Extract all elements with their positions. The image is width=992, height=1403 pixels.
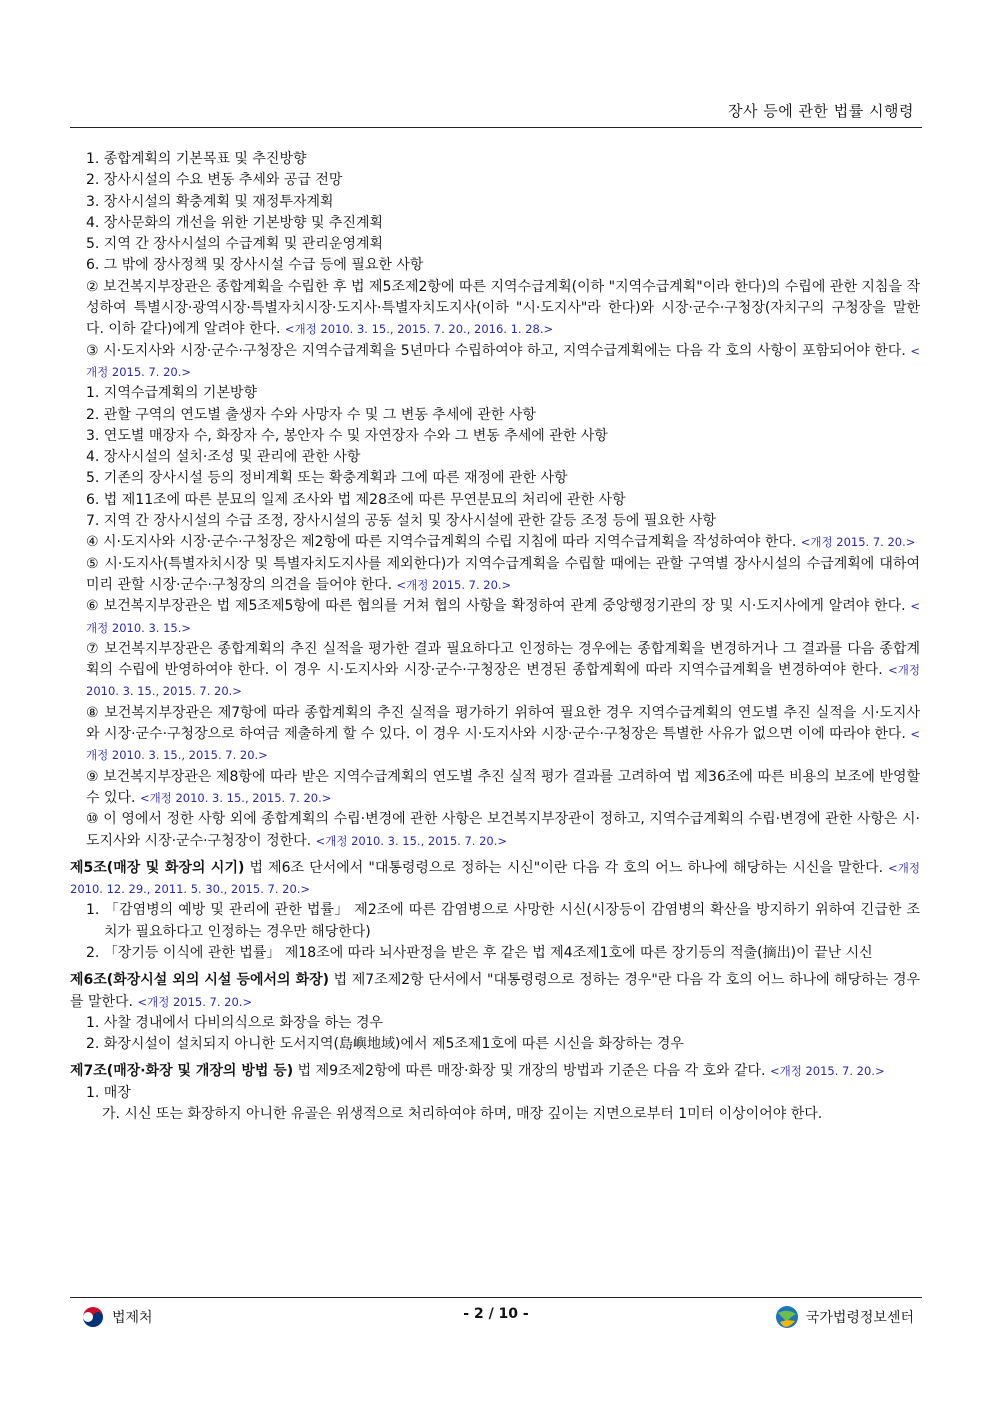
footer-source: [774, 1304, 914, 1330]
list-item: 4. 장사시설의 설치·조성 및 관리에 관한 사항: [86, 449, 361, 466]
source-name: 국가법령정보센터: [805, 1310, 914, 1326]
article-5: [70, 858, 920, 901]
list-item: 3. 장사시설의 확충계획 및 재정투자계획: [86, 193, 334, 210]
paragraph-text: ⑥ 보건복지부장관은 법 제5조제5항에 따른 협의를 거쳐 협의 사항을 확정하여 관계 중앙행정기관의 장 및 시·도지사에게 알려야 한다.: [86, 598, 906, 615]
list-item: 1. 지역수급계획의 기본방향: [86, 385, 258, 402]
paragraph-text: ⑦ 보건복지부장관은 종합계획의 추진 실적을 평가한 결과 필요하다고 인정하는 경우에는 종합계획을 변경하거나 그 결과를 다음 종합계획의 수립에 반영하여야 한다. 이 경우 시·도지사와 시장·군수·구청장은 변경된 종합계획에 따라 지역수급계획을 변경하여야 한다.: [86, 640, 920, 679]
paragraph: [70, 277, 920, 341]
paragraph-text: ⑧ 보건복지부장관은 제7항에 따라 종합계획의 추진 실적을 평가하기 위하여 필요한 경우 지역수급계획의 연도별 추진 실적을 시·도지사와 시장·군수·구청장으로 하여금 제출하게 할 수 있다. 이 경우 시·도지사와 시장·군수·구청장은 특별한 사유가 없으면 이에 따라야 한다.: [86, 704, 920, 743]
list-item: 6. 그 밖에 장사정책 및 장사시설 수급 등에 필요한 사항: [86, 257, 424, 274]
page-number: - 2 / 10 -: [463, 1306, 529, 1322]
amendment-note: <개정 2010. 3. 15., 2015. 7. 20.>: [86, 727, 920, 763]
article-6: [70, 970, 920, 1013]
article-text: 법 제9조제2항에 따른 매장·화장 및 개장의 방법과 기준은 다음 각 호와 같다.: [297, 1063, 766, 1080]
publisher-name: 법제처: [112, 1310, 153, 1326]
paragraph: [70, 809, 920, 852]
article-7: [70, 1061, 920, 1082]
list-item: 7. 지역 간 장사시설의 수급 조정, 장사시설의 공동 설치 및 장사시설에 관한 갈등 조정 등에 필요한 사항: [86, 513, 716, 530]
paragraph-text: ⑨ 보건복지부장관은 제8항에 따라 받은 지역수급계획의 연도별 추진 실적 평가 결과를 고려하여 법 제36조에 따른 비용의 보조에 반영할 수 있다.: [86, 768, 920, 806]
article-title: 제5조(매장 및 화장의 시기): [70, 859, 245, 876]
paragraph: [70, 767, 920, 810]
amendment-note: <개정 2010. 3. 15., 2015. 7. 20., 2016. 1. 28.>: [284, 322, 554, 337]
list-item: 2. 관할 구역의 연도별 출생자 수와 사망자 수 및 그 변동 추세에 관한 사항: [86, 406, 536, 423]
list-item: 1. 종합계획의 기본목표 및 추진방향: [86, 151, 307, 167]
paragraph: [70, 596, 920, 639]
list-subitem: 가. 시신 또는 화장하지 아니한 유골은 위생적으로 처리하여야 하며, 매장 깊이는 지면으로부터 1미터 이상이어야 한다.: [102, 1106, 823, 1123]
article-title: 제7조(매장·화장 및 개장의 방법 등): [70, 1063, 294, 1080]
header-title: 장사 등에 관한 법률 시행령: [728, 102, 914, 120]
amendment-note: <개정 2010. 3. 15., 2015. 7. 20.>: [139, 790, 332, 805]
amendment-note: <개정 2015. 7. 20.>: [800, 535, 916, 550]
page-footer: [0, 1306, 992, 1330]
globe-logo-icon: [774, 1304, 800, 1330]
amendment-note: <개정 2010. 12. 29., 2011. 5. 30., 2015. 7. 20.>: [70, 860, 921, 897]
list-item: 2. 「장기등 이식에 관한 법률」 제18조에 따라 뇌사판정을 받은 후 같은 법 제4조제1호에 따른 장기등의 적출(摘出)이 끝난 시신: [86, 944, 873, 961]
amendment-note: <개정 2010. 3. 15., 2015. 7. 20.>: [315, 833, 508, 848]
paragraph: [70, 341, 920, 384]
paragraph-text: ⑤ 시·도지사(특별자치시장 및 특별자치도지사를 제외한다)가 지역수급계획을 수립할 때에는 관할 구역별 장사시설의 수급계획에 대하여 미리 관할 시장·군수·구청장의 의견을 들어야 한다.: [86, 555, 920, 593]
list-item: 2. 장사시설의 수요 변동 추세와 공급 전망: [86, 172, 343, 189]
amendment-note: <개정 2015. 7. 20.>: [86, 343, 920, 379]
header-divider: [70, 127, 922, 128]
amendment-note: <개정 2010. 3. 15.>: [86, 599, 920, 635]
amendment-note: <개정 2010. 3. 15., 2015. 7. 20.>: [86, 663, 920, 699]
paragraph: [70, 554, 920, 597]
article-text: 법 제7조제2항 단서에서 "대통령령으로 정하는 경우"란 다음 각 호의 어느 하나에 해당하는 경우를 말한다.: [70, 972, 921, 1010]
article-text: 법 제6조 단서에서 "대통령령으로 정하는 시신"이란 다음 각 호의 어느 하나에 해당하는 시신을 말한다.: [249, 859, 884, 876]
paragraph-text: ④ 시·도지사와 시장·군수·구청장은 제2항에 따른 지역수급계획의 수립 지침에 따라 지역수급계획을 작성하여야 한다.: [86, 534, 797, 551]
list-item: 4. 장사문화의 개선을 위한 기본방향 및 추진계획: [86, 214, 384, 231]
amendment-note: <개정 2015. 7. 20.>: [769, 1064, 885, 1079]
amendment-note: <개정 2015. 7. 20.>: [396, 577, 512, 592]
paragraph: [70, 703, 920, 767]
list-item: 3. 연도별 매장자 수, 화장자 수, 봉안자 수 및 자연장자 수와 그 변동 추세에 관한 사항: [86, 427, 608, 444]
list-item: 5. 지역 간 장사시설의 수급계획 및 관리운영계획: [86, 236, 384, 253]
document-body: [70, 149, 920, 1125]
list-item: 6. 법 제11조에 따른 분묘의 일제 조사와 법 제28조에 따른 무연분묘의 처리에 관한 사항: [86, 491, 626, 508]
paragraph-text: ③ 시·도지사와 시장·군수·구청장은 지역수급계획을 5년마다 수립하여야 하고, 지역수급계획에는 다음 각 호의 사항이 포함되어야 한다.: [86, 342, 906, 359]
paragraph: [70, 532, 920, 553]
list-item: 5. 기존의 장사시설 등의 정비계획 또는 확충계획과 그에 따른 재정에 관한 사항: [86, 470, 568, 487]
list-item: 1. 매장: [86, 1084, 131, 1101]
list-item: 1. 사찰 경내에서 다비의식으로 화장을 하는 경우: [86, 1014, 384, 1031]
list-item: 1. 「감염병의 예방 및 관리에 관한 법률」 제2조에 따른 감염병으로 사망한 시신(시장등이 감염병의 확산을 방지하기 위하여 긴급한 조치가 필요하다고 인정하는 경우만 해당한다): [86, 902, 920, 940]
list-item: 2. 화장시설이 설치되지 아니한 도서지역(島嶼地域)에서 제5조제1호에 따른 시신을 화장하는 경우: [86, 1036, 684, 1053]
paragraph-text: ② 보건복지부장관은 종합계획을 수립한 후 법 제5조제2항에 따른 지역수급계획(이하 "지역수급계획"이라 한다)의 수립에 관한 지침을 작성하여 특별시장·광역시장·특별자치시장·도지사·특별자치도지사(이하 "시·도지사"라 한다)와 시장·군수·구청장(자치구의 구청장을 말한다. 이하 같다)에게 알려야 한다.: [86, 278, 920, 338]
amendment-note: <개정 2015. 7. 20.>: [137, 994, 253, 1009]
article-title: 제6조(화장시설 외의 시설 등에서의 화장): [70, 972, 330, 989]
paragraph-text: ⑩ 이 영에서 정한 사항 외에 종합계획의 수립·변경에 관한 사항은 보건복지부장관이 정하고, 지역수급계획의 수립·변경에 관한 사항은 시·도지사와 시장·군수·구청장이 정한다.: [86, 811, 920, 849]
footer-divider: [70, 1297, 922, 1298]
paragraph: [70, 639, 920, 703]
